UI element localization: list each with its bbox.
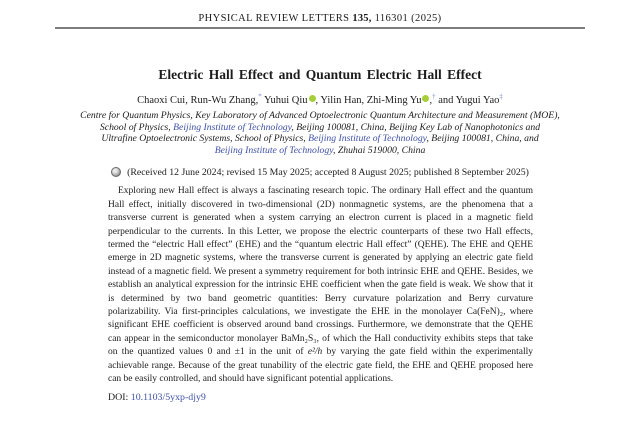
header-rule xyxy=(55,27,585,29)
institution-link[interactable]: Beijing Institute of Technology xyxy=(214,144,333,156)
affiliation-line: School of Physics, Beijing Institute of Technology, Beijing 100081, China, Beijing Key Lab of Nanophotonics and xyxy=(99,121,541,133)
institution-link[interactable]: Beijing Institute of Technology xyxy=(308,133,427,145)
abstract-text: Exploring new Hall effect is always a fascinating research topic. The ordinary Hall effect and the quantum Hall effect, initially discovered in two-dimensional (2D) nonmagnetic systems, are the phenomena that a transverse current is generated when a system carrying an electron current is placed in a magnetic field perpendicular to the currents. In this Letter, we propose the electric counterparts of these two Hall effects, termed the “electric Hall effect” (EHE) and the “quantum electric Hall effect” (QEHE). The EHE and QEHE emerge in 2D magnetic systems, where the transverse current is generated by applying an electric gate field instead of a magnetic field. We present a symmetry requirement for both intrinsic EHE and QEHE. Besides, we establish an analytical expression for the intrinsic EHE coefficient when the gate field is weak. We show that it is determined by two band geometric quantities: Berry curvature polarization and Berry curvature polarizability. Via first-principles calculations, we investigate the EHE in the monolayer Ca(FeN)₂, where significant EHE coefficient is observed around band crossings. Furthermore, we demonstrate that the QEHE can appear in the semiconductor monolayer BaMn₂S₃, of which the Hall conductivity exhibits steps that take on the quantized values 0 and ±1 in the unit of xyxy=(108,186,533,358)
institution-link[interactable]: Beijing Institute of Technology xyxy=(173,121,292,133)
journal-volume: 135, xyxy=(352,13,372,24)
author-names: Chaoxi Cui, Run-Wu Zhang, xyxy=(137,95,259,106)
author-names: Yuhui Qiu xyxy=(261,95,308,106)
abstract xyxy=(108,185,533,386)
article-number: 116301 (2025) xyxy=(374,13,442,24)
journal-header xyxy=(0,0,640,24)
abstract-text: by varying the gate field within the experimentally achievable range. Because of the great tunability of the electric gate field, the EHE and QEHE proposed here can be easily controlled, and should have significant potential applications. xyxy=(108,347,533,385)
received-dates: (Received 12 June 2024; revised 15 May 2025; accepted 8 August 2025; published 8 September 2025) xyxy=(127,167,529,179)
affiliation-block xyxy=(40,110,600,156)
crossmark-icon[interactable] xyxy=(111,167,121,177)
doi-label: DOI: xyxy=(108,392,129,404)
affiliation-line: Centre for Quantum Physics, Key Laboratory of Advanced Optoelectronic Quantum Architecture and Measurement (MOE), xyxy=(80,110,560,121)
affiliation-line: Beijing Institute of Technology, Zhuhai 519000, China xyxy=(214,144,426,156)
affiliation-line: Ultrafine Optoelectronic Systems, School of Physics, Beijing Institute of Technology, Beijing 100081, China, and xyxy=(101,133,539,145)
footnote-mark-dagger[interactable]: † xyxy=(432,92,436,101)
author-names: , Yilin Han, Zhi-Ming Yu xyxy=(315,95,422,106)
abstract-math-expression: e²/h xyxy=(307,347,323,358)
paper-title: Electric Hall Effect and Quantum Electric Hall Effect xyxy=(158,67,482,82)
doi-line xyxy=(108,392,533,403)
orcid-icon[interactable] xyxy=(309,95,316,102)
author-line xyxy=(55,94,585,107)
received-line xyxy=(55,167,585,178)
footnote-mark-double-dagger[interactable]: ‡ xyxy=(499,92,503,101)
doi-link[interactable]: 10.1103/5yxp-djy9 xyxy=(130,392,206,404)
author-names: and Yugui Yao xyxy=(435,95,500,106)
author-names: , xyxy=(429,95,433,106)
footnote-mark-asterisk[interactable]: * xyxy=(258,92,262,101)
journal-name: PHYSICAL REVIEW LETTERS xyxy=(198,13,350,24)
